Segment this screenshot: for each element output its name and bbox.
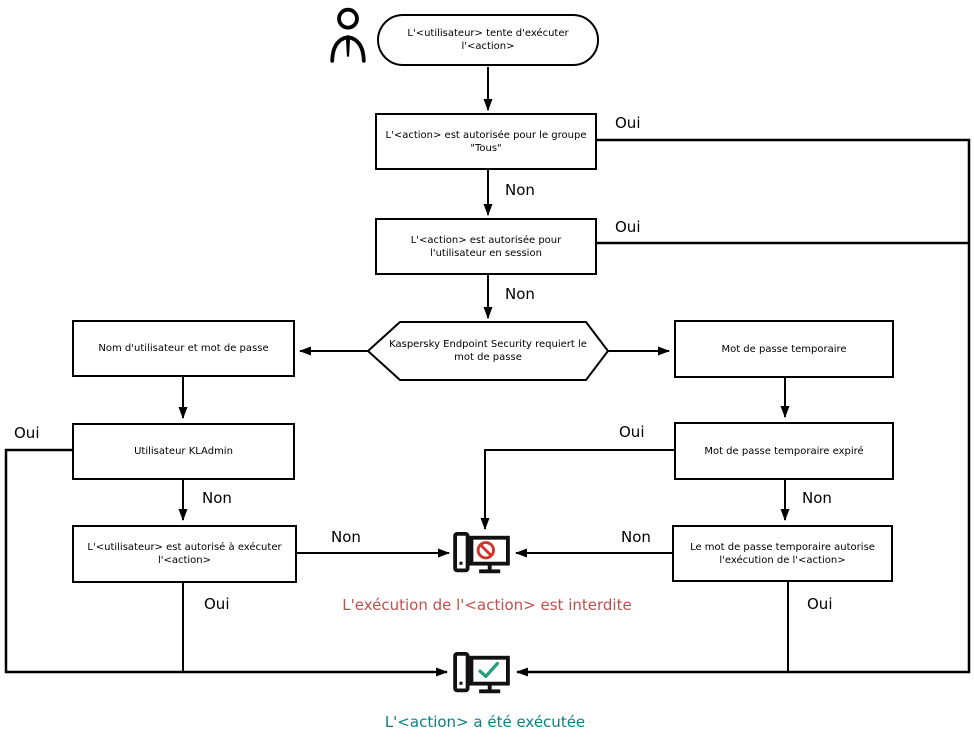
node-temp-password-expired: Mot de passe temporaire expiré: [674, 422, 894, 480]
edge-label-non-session: Non: [505, 285, 535, 303]
node-group-tous: L'<action> est autorisée pour le groupe "Tous": [375, 113, 597, 170]
node-requires-password: Kaspersky Endpoint Security requiert le mot de passe: [389, 339, 587, 363]
edge-label-non-tempauth: Non: [621, 528, 651, 546]
user-icon: [326, 6, 370, 64]
edge-label-non-kladmin: Non: [202, 489, 232, 507]
edge-label-non-group: Non: [505, 181, 535, 199]
node-user-authorized: L'<utilisateur> est autorisé à exécuter l'<action>: [72, 525, 297, 583]
computer-blocked-icon: [452, 531, 512, 579]
edge-label-oui-group: Oui: [615, 114, 641, 132]
node-username-password: Nom d'utilisateur et mot de passe: [72, 320, 295, 377]
node-temp-password-authorizes: Le mot de passe temporaire autorise l'exécution de l'<action>: [672, 525, 893, 582]
node-user-session: L'<action> est autorisée pour l'utilisateur en session: [375, 218, 597, 275]
edge-label-oui-expired: Oui: [619, 423, 645, 441]
edge-label-oui-authorized: Oui: [204, 595, 230, 613]
edge-label-oui-session: Oui: [615, 218, 641, 236]
edge-label-oui-tempauth: Oui: [807, 595, 833, 613]
edge-expired-oui: [485, 450, 674, 529]
node-temp-password: Mot de passe temporaire: [674, 320, 894, 378]
node-kladmin: Utilisateur KLAdmin: [72, 423, 295, 480]
executed-outcome-text: L'<action> a été exécutée: [384, 713, 586, 731]
edge-label-non-authorized: Non: [331, 528, 361, 546]
edge-label-oui-kladmin: Oui: [14, 424, 40, 442]
node-start: L'<utilisateur> tente d'exécuter l'<action>: [377, 14, 599, 66]
edge-label-non-expired: Non: [802, 489, 832, 507]
denied-outcome-text: L'exécution de l'<action> est interdite: [342, 596, 632, 614]
computer-check-icon: [452, 651, 512, 699]
